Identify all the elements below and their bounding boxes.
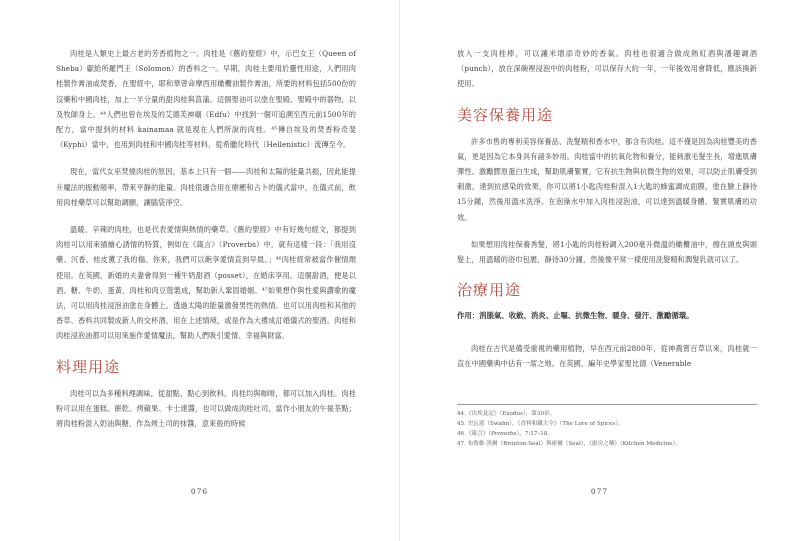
right-text-column — [457, 46, 757, 384]
paragraph-storage: 放入一支肉桂棒，可以讓米增添奇妙的香氣。肉桂也很適合做成熱紅酒與潘趣調酒（punch），放在深碗裡浸泡中的肉桂粉，可以保存大約一年，一年後效用會降低，應該換新使用。 — [457, 49, 757, 89]
footnote-46: 46.《箴言》（Proverbs），7:17–18。 — [457, 431, 553, 437]
paragraph-love: 溫暖、辛辣的肉桂，也是代表愛情與熱情的藥草。《舊約聖經》中有好幾句經文，都提到肉桂可以用來描繪心誘情的特質，例如在《箴言》（Proverbs）中，就有這樣一段：「我用沒藥、沉香、桂皮薰了我的榻。你來，我們可以飽享愛情直到早晨。」⁴⁶肉桂經常被當作催情劑使用。在英國，新婚的夫妻會得到一種牛奶甜酒（posset），在婚床享用。這個甜酒，便是以酒、糖、牛奶、蛋黃、肉桂和肉豆蔻製成，幫助新人鞏固婚姻。⁴⁷如果想作與性愛與讚歌的魔法，可以用肉桂浸泡油塗在身體上，透過太陽的能量激發男性的熱情。也可以用肉桂和其他的香草、香料共同製成新人的交杯酒，用在上述情境，或是作為大禮成訂婚儀式的聖酒。肉桂和肉桂浸泡油都可以用來施作愛情魔法，幫助人們吸引愛情、幸福與財富。 — [56, 225, 356, 341]
paragraph-beauty: 許多市售的專利美容保養品、洗髮精和香水中，都含有肉桂。這不僅是因為肉桂豐美的香氣，更是因為它本身具有諸多妙用。肉桂當中的抗氧化物和養分，能刺激毛髮生長，增進肌膚彈性、激勵膠原蛋白生成，幫助肌膚緊實，它有抗生物與抗微生物的效果，可以防止肌膚受到刺激，達到抗感染的效果，你可以將1小匙肉桂粉混入1大匙的蜂蜜調成面膜，塗在臉上靜待15分鐘，然後用溫水洗淨。在泡澡水中加入肉桂浸泡油，可以達到溫暖身體、緊實肌膚的功效。 — [457, 136, 757, 222]
footnote-47: 47. 布魯維-黑爾（Brunton-Seal）與密爾（Seal），《廚房之藥》（Kitchen Medicine）。 — [457, 441, 681, 447]
section-title-cooking: 料理用途 — [56, 357, 121, 376]
footnote-44: 44.《出埃及記》（Exodus），第30章。 — [457, 411, 556, 417]
paragraph-witchcraft: 現在，當代女巫焚燒肉桂的原因，基本上只有一個——肉桂和太陽的能量共振，因此能提升魔法的振動頻率，帶來平靜的能量。肉桂很適合用在療癒和占卜的儀式當中，在儀式前，飲用肉桂藥草可以幫助調願，讓腦袋淨空。 — [56, 167, 356, 207]
section-title-healing: 治療用途 — [457, 281, 522, 300]
left-page — [0, 0, 399, 541]
page-number-right: 077 — [590, 487, 609, 496]
effects-line: 作用：消脹氣、收斂、消炎、止嘔、抗微生物、暖身、發汗、激勵循環。 — [457, 311, 694, 321]
page-number-left: 076 — [190, 487, 209, 496]
left-text-column — [56, 46, 356, 443]
paragraph-healing: 肉桂在古代是備受重視的藥用植物，早在西元前2800年，從神農嘗百草以來，肉桂就一直在中國藥典中佔有一席之地。在英國，編年史學家聖比德（Venerable — [457, 344, 757, 369]
footnotes — [457, 404, 757, 449]
paragraph-history: 肉桂是人類史上最古老的芳香植物之一。肉桂是《舊約聖經》中，示巴女王（Queen of Sheba）獻給所羅門王（Solomon）的香料之一。早期，肉桂主要用於靈性用途，人們用肉桂製作膏油或焚香，在聖經中，耶和華曾命摩西用橄欖油製作膏油，所要的材料包括500份的沒藥和中國肉桂，加上一半分量的甜肉桂與菖蒲。這個聖油可以塗在聖殿、聖殿中的器物，以及牧師身上。⁴⁴人們也曾在埃及的艾德芙神廟（Edfu）中找到一個可追溯至西元前1500年的配方，當中提到的材料 kainamaa 就是現在人們所說的肉桂。⁴⁵傳自埃及的焚香粉奇斐（Kyphi）當中，也用到肉桂和中國肉桂等材料，從希臘化時代（Hellenistic）流傳至今。 — [56, 49, 356, 150]
paragraph-cooking: 肉桂可以為多種料理調味，從甜點、點心到飲料，肉桂均與咖啡，都可以加入肉桂。肉桂粉可以用在蛋糕、餅乾、烤蘋果、卡士達醬，也可以做成肉桂吐司。當作小朋友的午後茶點；將肉桂粉混入奶油與糖，作為烤土司的抹醬，意來般的時候 — [56, 388, 356, 429]
section-title-beauty: 美容保養用途 — [457, 105, 554, 124]
paragraph-hair: 如果想用肉桂保養秀髮，將1小匙的肉桂粉調入200毫升微溫的橄欖油中，擦在頭皮與頭髮上，用溫暖的浴巾包裹，靜待30分鐘，然後像平常一樣使用洗髮精和潤髮乳就可以了。 — [457, 239, 757, 265]
right-page — [400, 0, 799, 541]
footnote-45: 45. 史瓦恩（Swahn），《香料和鐵大全》（The Lore of Spices）。 — [457, 421, 624, 427]
